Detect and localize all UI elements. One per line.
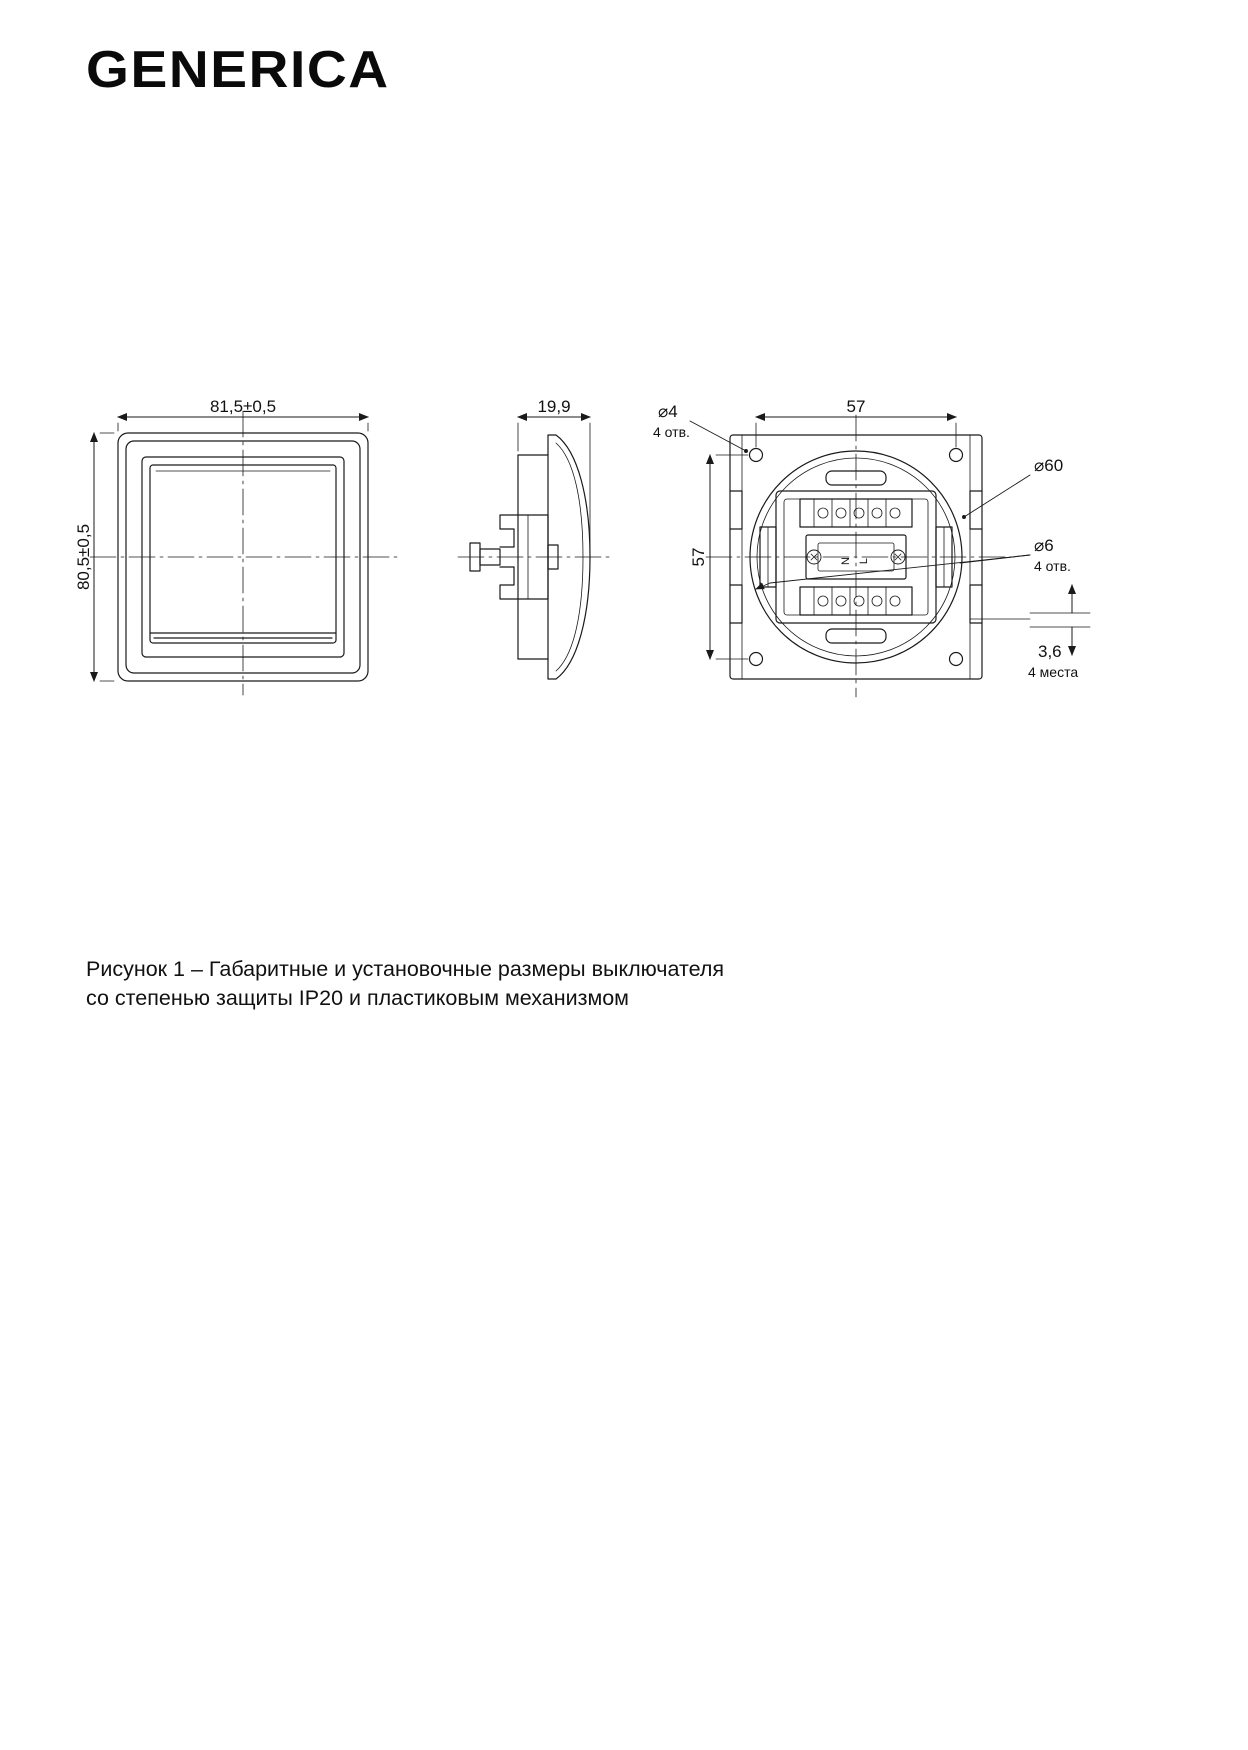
dim-label-hole-d6: ⌀6 [1034, 536, 1054, 555]
dim-label-thickness: 3,6 [1038, 642, 1062, 661]
terminal-label-n: N [840, 557, 852, 565]
dim-label-rear-width: 57 [846, 397, 866, 416]
dim-label-rear-height: 57 [689, 547, 708, 567]
leader-d60 [964, 475, 1030, 517]
leader-d6 [756, 555, 1030, 589]
figure-caption [86, 955, 986, 1013]
dim-label-front-width: 81,5±0,5 [209, 397, 277, 416]
dim-label-circle-d60: ⌀60 [1034, 456, 1064, 475]
figure-caption-line-1: Рисунок 1 – Габаритные и установочные размеры выключателя [86, 957, 725, 981]
technical-drawing [70, 395, 1150, 715]
leader-d4 [690, 421, 746, 451]
figure-caption-line-2: со степенью защиты IP20 и пластиковым механизмом [86, 986, 629, 1011]
terminal-label-l: L [858, 557, 870, 565]
dim-note-hole-d4: 4 отв. [653, 424, 690, 440]
dim-label-hole-d4: ⌀4 [658, 402, 678, 421]
dim-label-side-depth: 19,9 [537, 397, 571, 416]
dim-side-depth [518, 417, 590, 553]
dim-label-front-height: 80,5±0,5 [74, 523, 93, 591]
dim-note-thickness: 4 места [1028, 664, 1079, 680]
dim-note-hole-d6: 4 отв. [1034, 558, 1071, 574]
dim-thickness [970, 585, 1090, 655]
brand-logo: GENERICA [86, 41, 390, 99]
